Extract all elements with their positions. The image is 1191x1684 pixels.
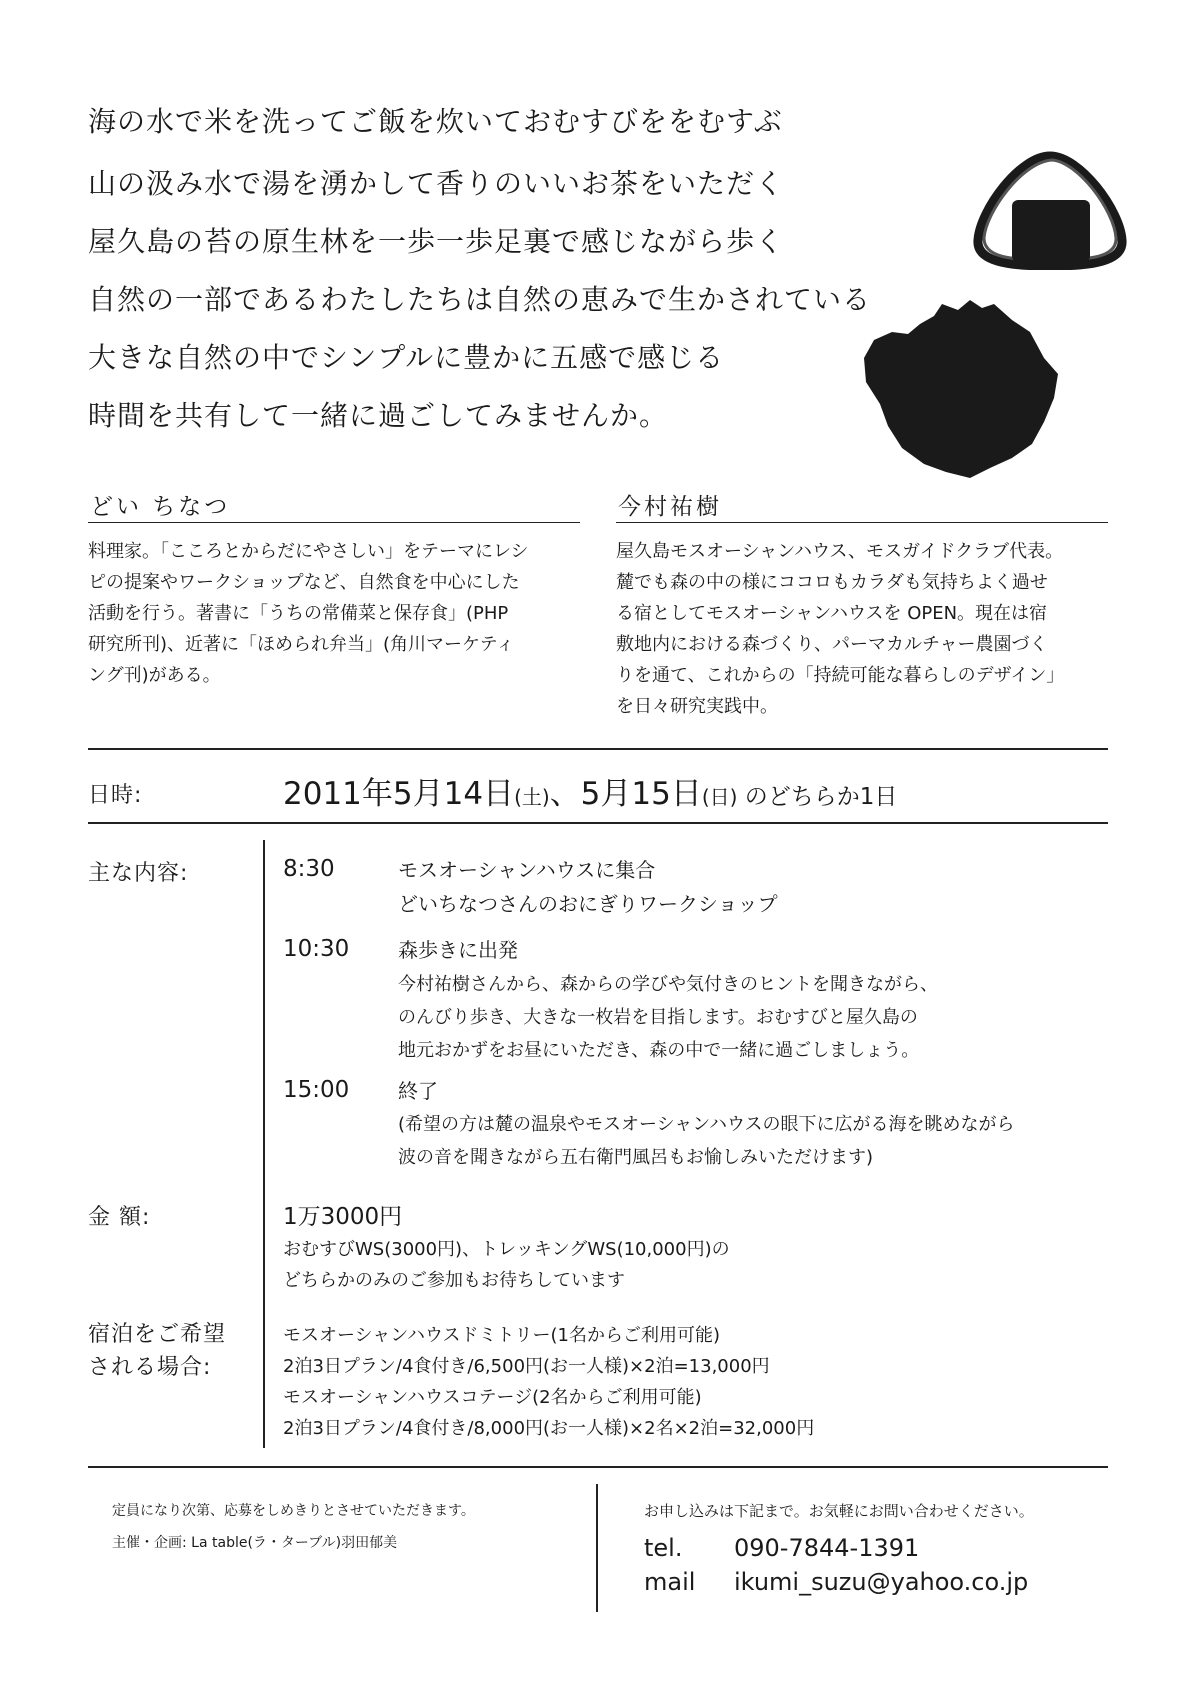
stay-label-line: される場合: xyxy=(88,1355,212,1380)
fee-amount: 1万3000円 xyxy=(283,1204,403,1230)
content-vertical-divider xyxy=(263,840,265,1448)
stay-details xyxy=(283,1320,814,1444)
poem-line: 大きな自然の中でシンプルに豊かに五感で感じる xyxy=(88,341,725,374)
schedule-time: 15:00 xyxy=(283,1077,350,1103)
activity-line: どいちなつさんのおにぎりワークショップ xyxy=(398,892,778,916)
schedule-activity-detail xyxy=(398,1108,1015,1174)
apply-notice: お申し込みは下記まで。お気軽にお問い合わせください。 xyxy=(644,1502,1034,1520)
detail-line: のんびり歩き、大きな一枚岩を目指します。おむすびと屋久島の xyxy=(398,1007,918,1028)
section-divider xyxy=(88,748,1108,750)
fee-line: おむすびWS(3000円)、トレッキングWS(10,000円)の xyxy=(283,1239,730,1260)
detail-line: 今村祐樹さんから、森からの学びや気付きのヒントを聞きながら、 xyxy=(398,974,938,995)
profile-name-imamura: 今村祐樹 xyxy=(618,494,722,520)
footer-divider xyxy=(88,1466,1108,1468)
poem-line: 海の水で米を洗ってご飯を炊いておむすびををむすぶ xyxy=(88,105,783,138)
datetime-label: 日時: xyxy=(88,783,143,808)
activity-line: モスオーシャンハウスに集合 xyxy=(398,858,656,882)
weekday-1: (土) xyxy=(514,785,550,809)
detail-line: (希望の方は麓の温泉やモスオーシャンハウスの眼下に広がる海を眺めながら xyxy=(398,1114,1015,1135)
fee-line: どちらかのみのご参加もお待ちしています xyxy=(283,1270,625,1291)
mail-address[interactable]: ikumi_suzu@yahoo.co.jp xyxy=(734,1568,1029,1596)
onigiri-icon xyxy=(970,150,1130,270)
fee-label: 金 額: xyxy=(88,1205,151,1230)
profile-name-doi: どい ちなつ xyxy=(90,494,231,520)
profile-line: 麓でも森の中の様にココロもカラダも気持ちよく過せ xyxy=(616,572,1048,593)
profile-line: ピの提案やワークショップなど、自然食を中心にした xyxy=(88,572,520,593)
schedule-activity: 終了 xyxy=(398,1079,438,1103)
stay-label xyxy=(88,1318,226,1384)
stay-line: モスオーシャンハウスコテージ(2名からご利用可能) xyxy=(283,1387,702,1408)
stay-line: モスオーシャンハウスドミトリー(1名からご利用可能) xyxy=(283,1325,720,1346)
poem-line: 屋久島の苔の原生林を一歩一歩足裏で感じながら歩く xyxy=(88,225,785,258)
schedule-time: 8:30 xyxy=(283,856,335,882)
detail-line: 地元おかずをお昼にいただき、森の中で一緒に過ごしましょう。 xyxy=(398,1040,920,1061)
weekday-2: (日) xyxy=(701,785,738,809)
tel-label: tel. xyxy=(644,1534,683,1562)
profile-line: りを通て、これからの「持続可能な暮らしのデザイン」 xyxy=(616,665,1065,686)
poem-line: 自然の一部であるわたしたちは自然の恵みで生かされている xyxy=(88,283,872,316)
capacity-notice: 定員になり次第、応募をしめきりとさせていただきます。 xyxy=(112,1503,475,1519)
stay-label-line: 宿泊をご希望 xyxy=(88,1322,227,1347)
schedule-activity-detail xyxy=(398,968,938,1067)
profile-line: る宿としてモスオーシャンハウスを OPEN。現在は宿 xyxy=(616,603,1048,624)
fee-details xyxy=(283,1234,730,1296)
profile-divider xyxy=(88,522,580,523)
organizer: 主催・企画: La table(ラ・ターブル)羽田郁美 xyxy=(112,1535,398,1551)
schedule-time: 10:30 xyxy=(283,936,350,962)
schedule-activity: 森歩きに出発 xyxy=(398,938,518,962)
profile-body-doi xyxy=(88,536,588,691)
tel-number[interactable]: 090-7844-1391 xyxy=(734,1534,920,1562)
profile-line: 料理家。「こころとからだにやさしい」をテーマにレシ xyxy=(88,541,529,562)
footer-vertical-divider xyxy=(596,1484,598,1612)
date-separator: 、 xyxy=(549,776,581,812)
date-tail: のどちらか1日 xyxy=(737,784,898,810)
detail-line: 波の音を聞きながら五右衛門風呂もお愉しみいただけます) xyxy=(398,1147,874,1168)
profile-line: を日々研究実践中。 xyxy=(616,696,778,717)
profile-line: 活動を行う。著書に「うちの常備菜と保存食」(PHP xyxy=(88,603,509,624)
profile-line: ング刊)がある。 xyxy=(88,665,221,686)
stay-line: 2泊3日プラン/4食付き/8,000円(お一人様)×2名×2泊=32,000円 xyxy=(283,1418,815,1439)
profile-divider xyxy=(616,522,1108,523)
profile-line: 研究所刊)、近著に「ほめられ弁当」(角川マーケティ xyxy=(88,634,515,655)
schedule-activity xyxy=(398,853,778,921)
event-date xyxy=(283,768,897,813)
date-1: 2011年5月14日 xyxy=(283,776,515,812)
profile-body-imamura xyxy=(616,536,1116,722)
stay-line: 2泊3日プラン/4食付き/6,500円(お一人様)×2泊=13,000円 xyxy=(283,1356,770,1377)
section-divider xyxy=(88,822,1108,824)
date-2: 5月15日 xyxy=(580,776,702,812)
profile-line: 敷地内における森づくり、パーマカルチャー農園づく xyxy=(616,634,1048,655)
mail-label: mail xyxy=(644,1568,696,1596)
poem-line: 時間を共有して一緒に過ごしてみませんか。 xyxy=(88,399,669,432)
poem-line: 山の汲み水で湯を湧かして香りのいいお茶をいただく xyxy=(88,167,785,200)
rock-icon xyxy=(862,298,1062,480)
profile-line: 屋久島モスオーシャンハウス、モスガイドクラブ代表。 xyxy=(616,541,1064,562)
content-label: 主な内容: xyxy=(88,861,189,886)
